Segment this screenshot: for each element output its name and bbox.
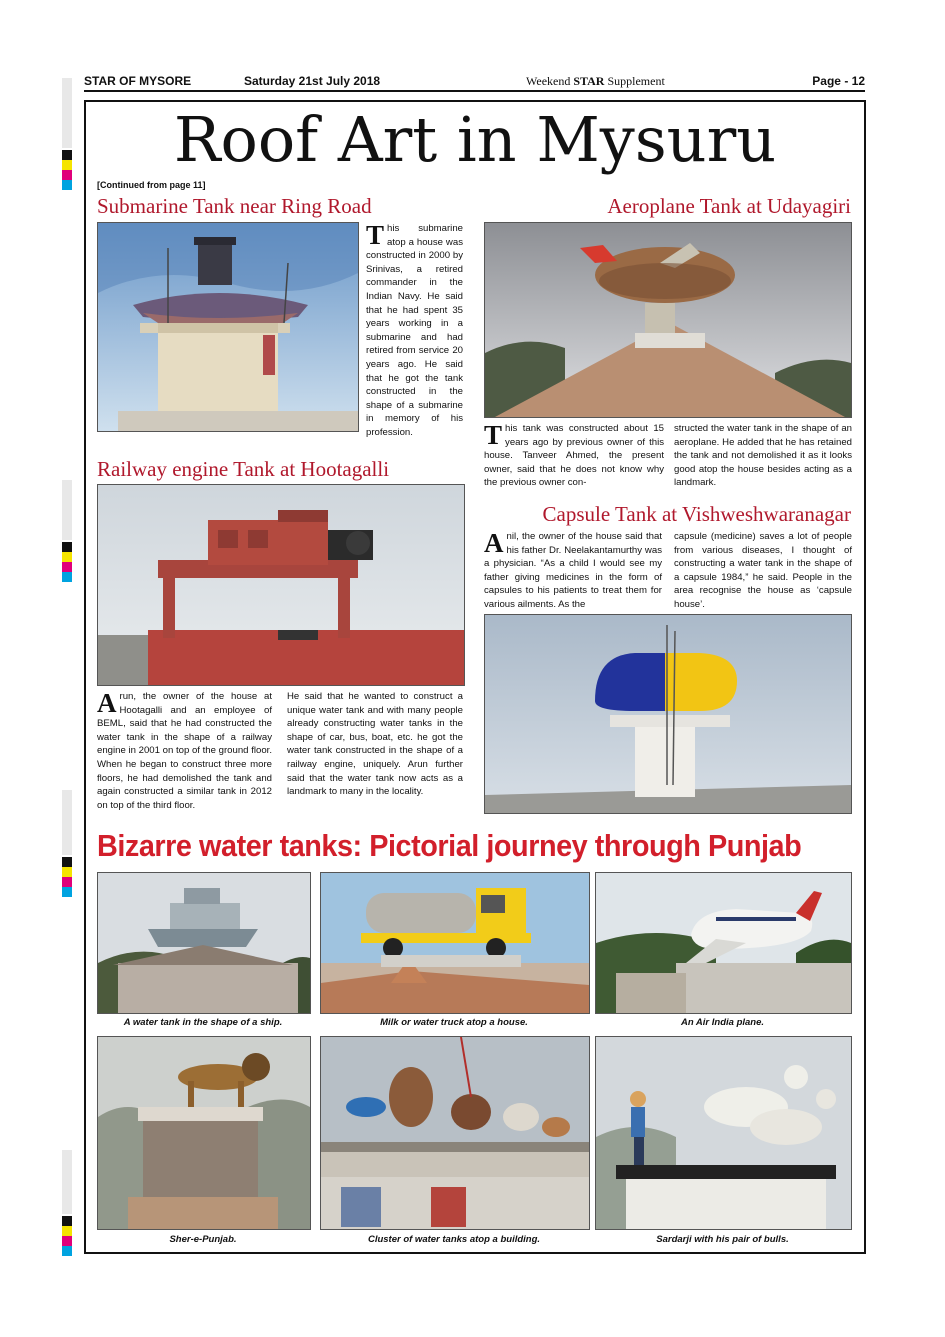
page-number: Page - 12 (812, 74, 865, 88)
gallery-caption: Sardarji with his pair of bulls. (656, 1234, 789, 1245)
pictorial-banner-heading: Bizarre water tanks: Pictorial journey through Punjab (97, 828, 802, 863)
aeroplane-article-col1: This tank was constructed about 15 years ago by previous owner of this house. Tanveer Ahmed, the present owner, said that he does not know why the previous owner con- (484, 420, 664, 489)
gallery-caption: Milk or water truck atop a house. (380, 1017, 528, 1028)
capsule-tank-photo (484, 614, 852, 814)
print-margin-bar (62, 1150, 72, 1214)
gallery-caption: A water tank in the shape of a ship. (123, 1017, 283, 1028)
capsule-heading: Capsule Tank at Vishweshwaranagar (542, 502, 851, 526)
gallery-caption: Cluster of water tanks atop a building. (367, 1234, 541, 1245)
print-margin-bar (62, 78, 72, 148)
submarine-tank-photo (97, 222, 359, 432)
capsule-article-col2: capsule (medicine) saves a lot of people from various diseases, I thought of constructing a water tank in the shape of a capsule 1984,” he said. People in the area recognise the house as ‘capsule house’. (674, 531, 852, 610)
color-registration-mark (62, 857, 72, 897)
continued-note: [Continued from page 11] (97, 180, 206, 190)
lion-tank-photo (97, 1036, 311, 1230)
aeroplane-heading: Aeroplane Tank at Udayagiri (607, 194, 851, 218)
drop-cap: T (484, 420, 503, 450)
gallery-caption: An Air India plane. (680, 1017, 765, 1028)
drop-cap: A (97, 688, 117, 718)
issue-date: Saturday 21st July 2018 (244, 74, 381, 88)
supplement-label: Weekend STAR Supplement (526, 74, 665, 88)
page-title: Roof Art in Mysuru (173, 103, 777, 176)
birds-cluster-photo (320, 1036, 590, 1230)
gallery-caption: Sher-e-Punjab. (169, 1234, 237, 1245)
drop-cap: A (484, 528, 504, 558)
color-registration-mark (62, 150, 72, 190)
air-india-plane-photo (595, 872, 852, 1014)
railway-article-col2: He said that he wanted to construct a unique water tank and with many people already constructing water tanks in the shape of car, bus, boat, etc. he got the water tank constructed in the shape of a railway engine, uniquely. Arun further said that the water tank now acts as a landmark to many in the locality. (287, 691, 463, 798)
aeroplane-tank-photo (484, 222, 852, 418)
railway-heading: Railway engine Tank at Hootagalli (97, 457, 390, 481)
ship-tank-photo (97, 872, 311, 1014)
paper-name: STAR OF MYSORE (84, 74, 192, 88)
drop-cap: T (366, 220, 385, 250)
color-registration-mark (62, 542, 72, 582)
page-header (84, 72, 865, 90)
truck-tank-photo (320, 872, 590, 1014)
print-margin-bar (62, 790, 72, 855)
color-registration-mark (62, 1216, 72, 1256)
capsule-article-col1: Anil, the owner of the house said that his father Dr. Neelakantamurthy was a physician. “As a child I would see my father giving medicines in the form of capsules to his patients to treat them for various ailments. As the (484, 528, 662, 610)
header-rule (84, 90, 865, 92)
submarine-article-text: This submarine atop a house was constructed in 2000 by Srinivas, a retired commander in the Indian Navy. He said that he had spent 35 years working in a submarine and had retired from service 20 years ago. He said that he got the tank constructed in the shape of a submarine in memory of his profession. (366, 220, 463, 438)
railway-engine-tank-photo (97, 484, 465, 686)
sardarji-bulls-photo (595, 1036, 852, 1230)
railway-article-col1: Arun, the owner of the house at Hootagalli and an employee of BEML, said that he had constructed the water tank in the shape of a railway engine in 2001 on top of the ground floor. When he began to construct three more floors, he had demolished the tank and again constructed a similar tank in 2012 on top of the third floor. (97, 688, 272, 811)
print-margin-bar (62, 480, 72, 540)
aeroplane-article-col2: structed the water tank in the shape of an aeroplane. He added that he has retained the tank and not demolished it as it looks good atop the house besides acting as a landmark. (674, 423, 852, 489)
submarine-heading: Submarine Tank near Ring Road (97, 194, 372, 218)
